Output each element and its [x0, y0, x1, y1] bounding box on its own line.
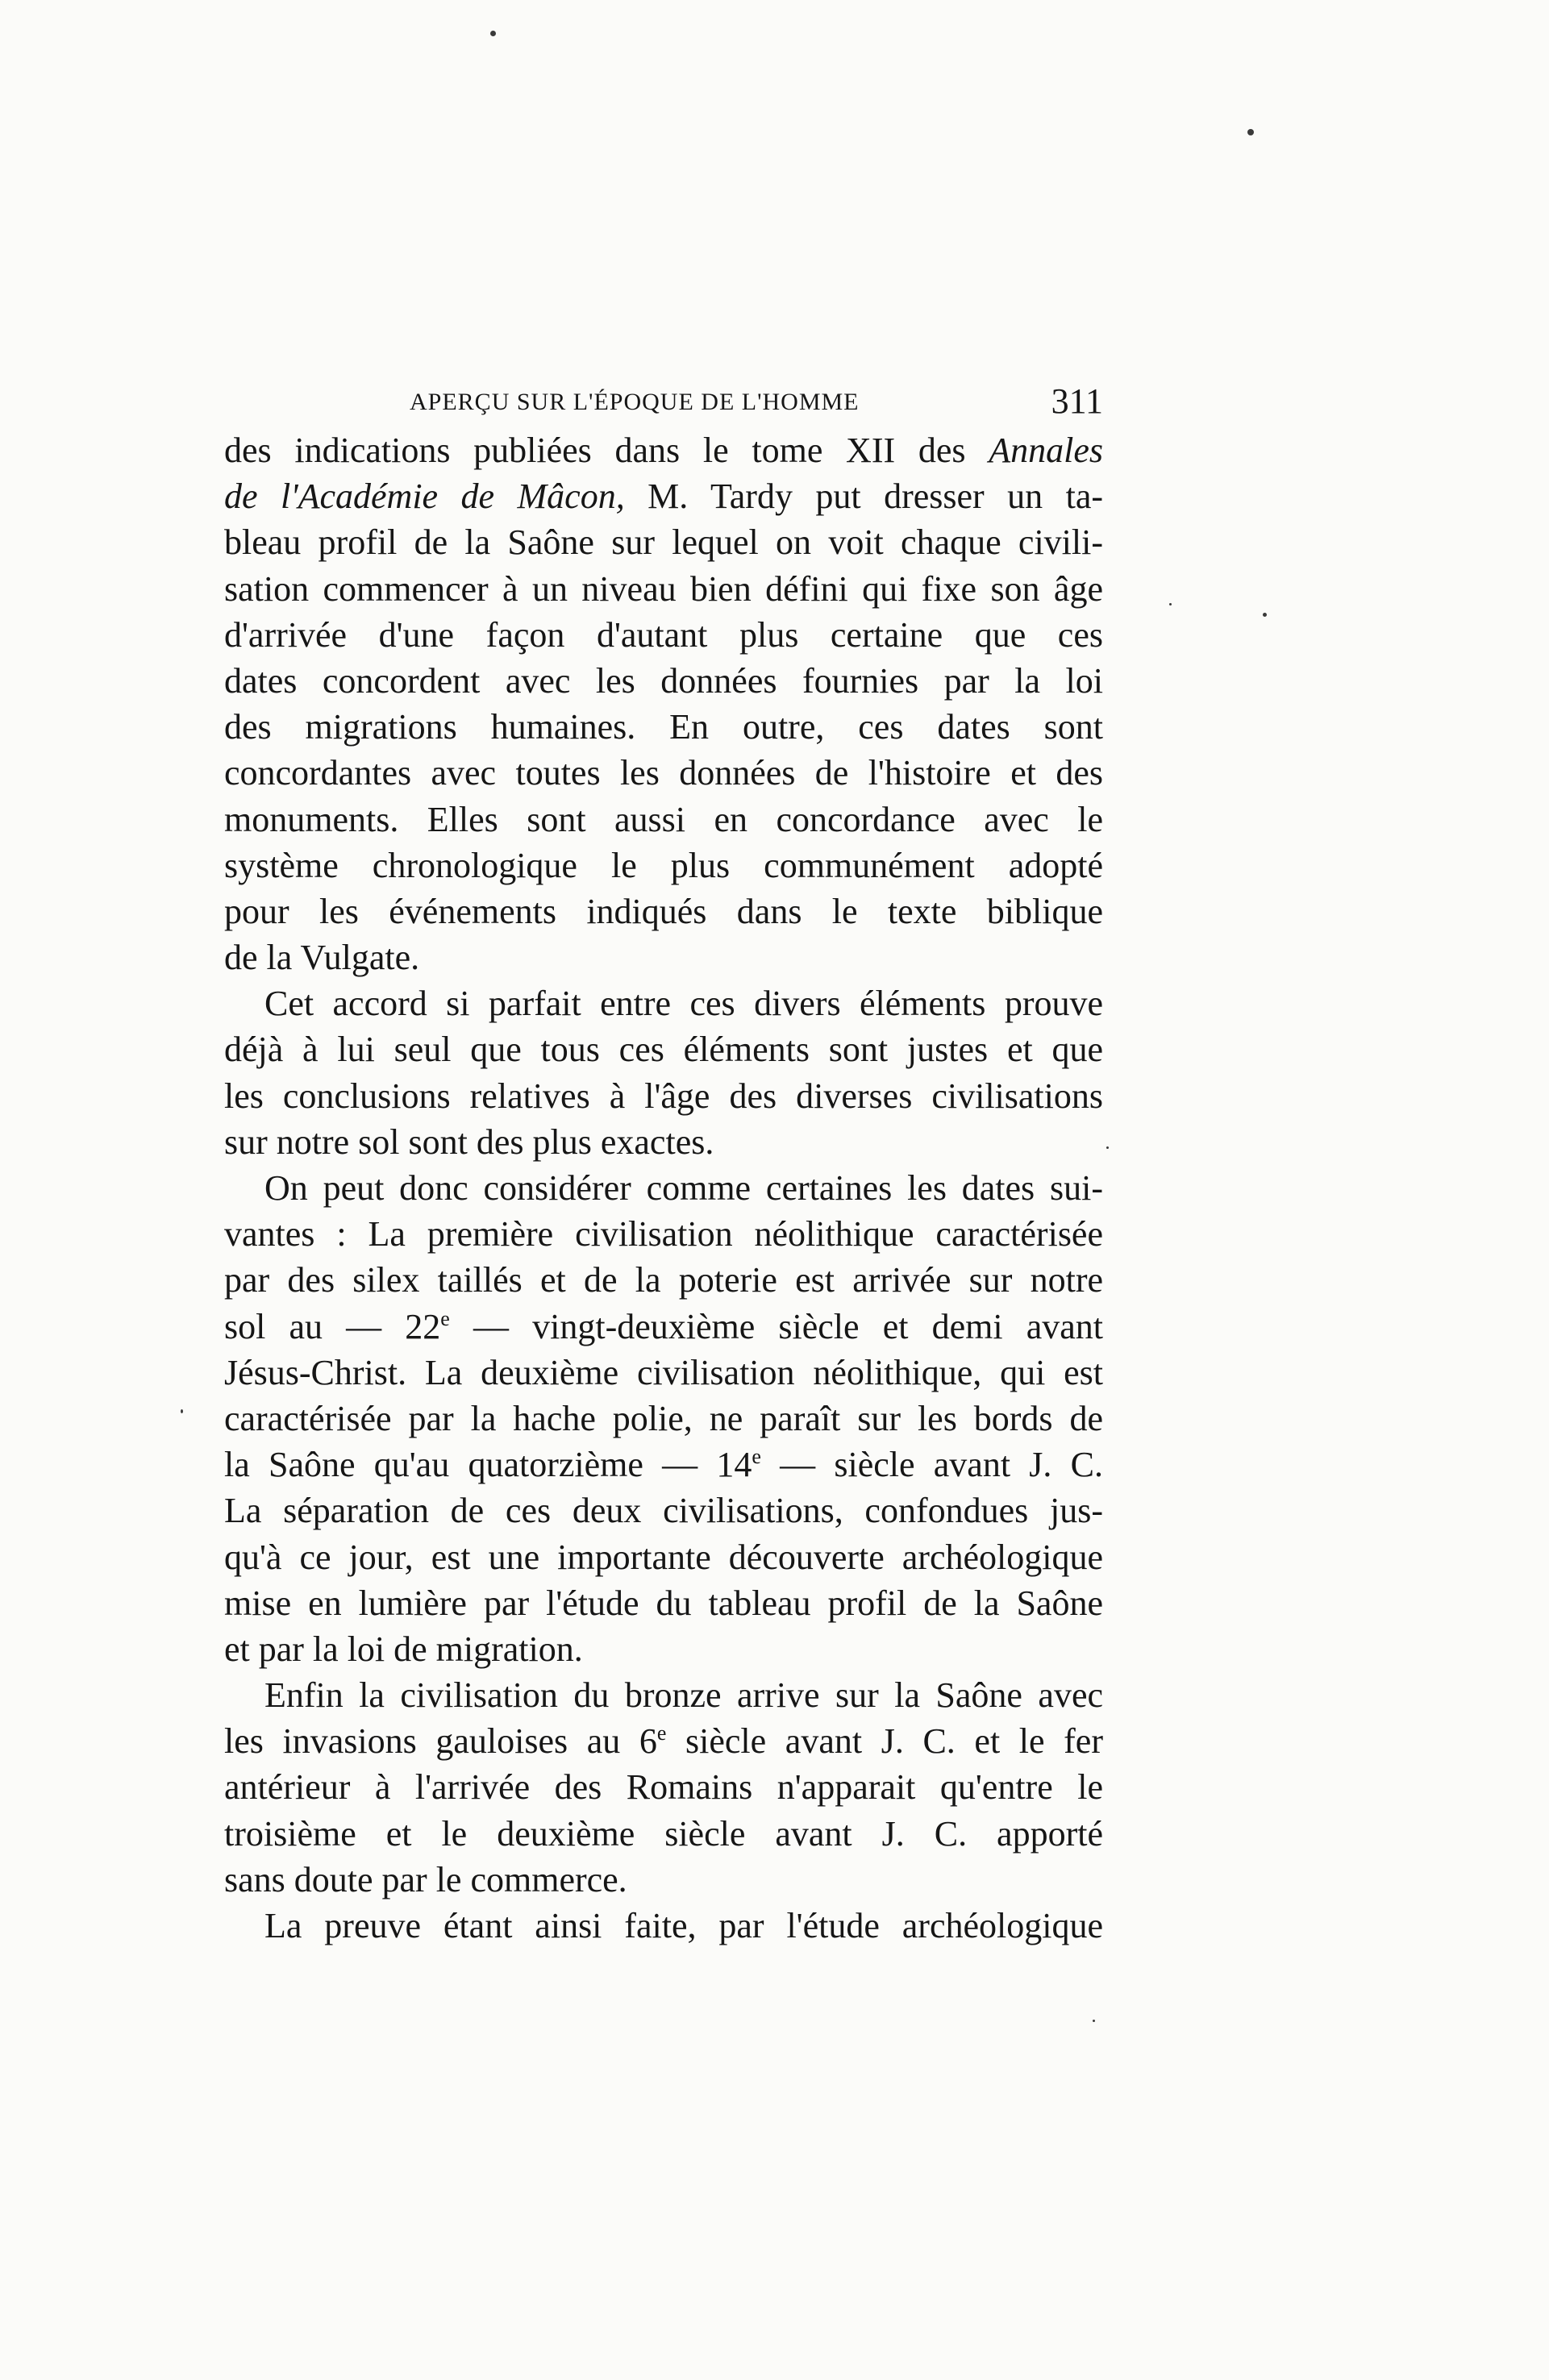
text-segment: — siècle avant J. C.: [760, 1445, 1103, 1485]
text-line: [224, 566, 1103, 612]
text-line: [224, 704, 1103, 750]
text-line: [224, 1580, 1103, 1626]
text-line: [224, 1534, 1103, 1580]
text-line: [224, 934, 1103, 980]
text-line: [224, 1857, 1103, 1903]
text-segment: dates concordent avec les données fournies par la loi: [224, 660, 1103, 701]
text-segment: On peut donc considérer comme certaines les dates sui-: [264, 1168, 1103, 1208]
text-segment: qu'à ce jour, est une importante découverte archéologique: [224, 1537, 1103, 1577]
text-line: [224, 1165, 1103, 1211]
running-header: [224, 381, 1103, 429]
text-segment: Enfin la civilisation du bronze arrive sur la Saône avec: [264, 1675, 1103, 1716]
text-line: [224, 1488, 1103, 1533]
italic-text: Annales: [989, 431, 1103, 470]
text-line: [224, 612, 1103, 658]
scan-speck: [490, 31, 496, 36]
running-title: APERÇU SUR L'ÉPOQUE DE L'HOMME: [410, 389, 860, 415]
text-line: [224, 750, 1103, 796]
text-line: [224, 1626, 1103, 1672]
text-line: [224, 427, 1103, 473]
text-line: [224, 1073, 1103, 1119]
text-line: [224, 658, 1103, 704]
text-line: [224, 1119, 1103, 1165]
text-line: [224, 1396, 1103, 1442]
text-segment: caractérisée par la hache polie, ne paraît sur les bords de: [224, 1398, 1103, 1438]
scan-speck: [1093, 2020, 1095, 2022]
page-number: 311: [1051, 381, 1103, 421]
text-segment: — vingt-deuxième siècle et demi avant: [449, 1306, 1103, 1346]
text-segment: La preuve étant ainsi faite, par l'étude archéologique: [264, 1906, 1103, 1945]
text-segment: La séparation de ces deux civilisations, confondues jus-: [224, 1491, 1103, 1531]
paragraph: [224, 980, 1103, 1165]
text-segment: la Saône qu'au quatorzième — 14: [224, 1445, 752, 1485]
text-segment: déjà à lui seul que tous ces éléments sont justes et que: [224, 1030, 1103, 1070]
text-segment: M. Tardy put dresser un ta-: [624, 476, 1103, 517]
scan-speck: [1106, 1146, 1109, 1149]
text-line: [224, 797, 1103, 843]
text-segment: sur notre sol sont des plus exactes.: [224, 1121, 714, 1162]
text-line: [224, 843, 1103, 888]
text-segment: et par la loi de migration.: [224, 1629, 583, 1669]
text-segment: concordantes avec toutes les données de l'histoire et des: [224, 753, 1103, 793]
text-line: [224, 1718, 1103, 1764]
text-segment: système chronologique le plus communément adopté: [224, 845, 1103, 885]
text-line: [224, 1257, 1103, 1303]
text-line: [224, 1764, 1103, 1810]
text-segment: les conclusions relatives à l'âge des diverses civilisations: [224, 1076, 1103, 1116]
text-segment: des migrations humaines. En outre, ces dates sont: [224, 707, 1103, 747]
text-line: [224, 1211, 1103, 1257]
paragraph: [224, 1165, 1103, 1672]
text-line: [224, 1442, 1103, 1488]
italic-text: de l'Académie de Mâcon,: [224, 476, 625, 517]
text-segment: d'arrivée d'une façon d'autant plus certaine que ces: [224, 614, 1103, 655]
text-line: [224, 1811, 1103, 1857]
paragraph: [224, 1903, 1103, 1949]
scan-speck: [1247, 129, 1254, 135]
text-segment: sation commencer à un niveau bien défini qui fixe son âge: [224, 568, 1103, 609]
text-segment: sol au — 22: [224, 1306, 441, 1346]
text-line: [224, 888, 1103, 934]
text-line: [224, 980, 1103, 1026]
text-segment: sans doute par le commerce.: [224, 1859, 627, 1899]
ordinal-superscript: e: [440, 1306, 450, 1330]
text-segment: Cet accord si parfait entre ces divers éléments prouve: [264, 984, 1103, 1024]
text-line: [224, 1026, 1103, 1072]
text-segment: de la Vulgate.: [224, 938, 420, 978]
text-line: [224, 519, 1103, 565]
text-segment: bleau profil de la Saône sur lequel on voit chaque civili-: [224, 522, 1103, 563]
text-segment: par des silex taillés et de la poterie est arrivée sur notre: [224, 1260, 1103, 1300]
scan-speck: [181, 1409, 183, 1413]
text-segment: pour les événements indiqués dans le texte biblique: [224, 891, 1103, 931]
text-segment: antérieur à l'arrivée des Romains n'apparait qu'entre le: [224, 1767, 1103, 1808]
scan-speck: [1169, 603, 1172, 605]
text-segment: siècle avant J. C. et le fer: [666, 1721, 1103, 1762]
text-line: [224, 473, 1103, 519]
body-text: [224, 427, 1103, 1949]
scan-speck: [1263, 613, 1267, 617]
paragraph: [224, 427, 1103, 980]
text-line: [224, 1350, 1103, 1396]
text-line: [224, 1304, 1103, 1350]
text-segment: des indications publiées dans le tome XII des: [224, 431, 989, 470]
ordinal-superscript: e: [752, 1445, 761, 1469]
text-line: [224, 1903, 1103, 1949]
text-segment: vantes : La première civilisation néolithique caractérisée: [224, 1214, 1103, 1254]
text-line: [224, 1672, 1103, 1718]
text-segment: les invasions gauloises au 6: [224, 1721, 657, 1762]
text-segment: monuments. Elles sont aussi en concordance avec le: [224, 799, 1103, 839]
text-segment: Jésus-Christ. La deuxième civilisation néolithique, qui est: [224, 1352, 1103, 1392]
text-segment: mise en lumière par l'étude du tableau profil de la Saône: [224, 1583, 1103, 1623]
ordinal-superscript: e: [656, 1721, 667, 1745]
paragraph: [224, 1672, 1103, 1903]
text-segment: troisième et le deuxième siècle avant J. C. apporté: [224, 1813, 1103, 1854]
